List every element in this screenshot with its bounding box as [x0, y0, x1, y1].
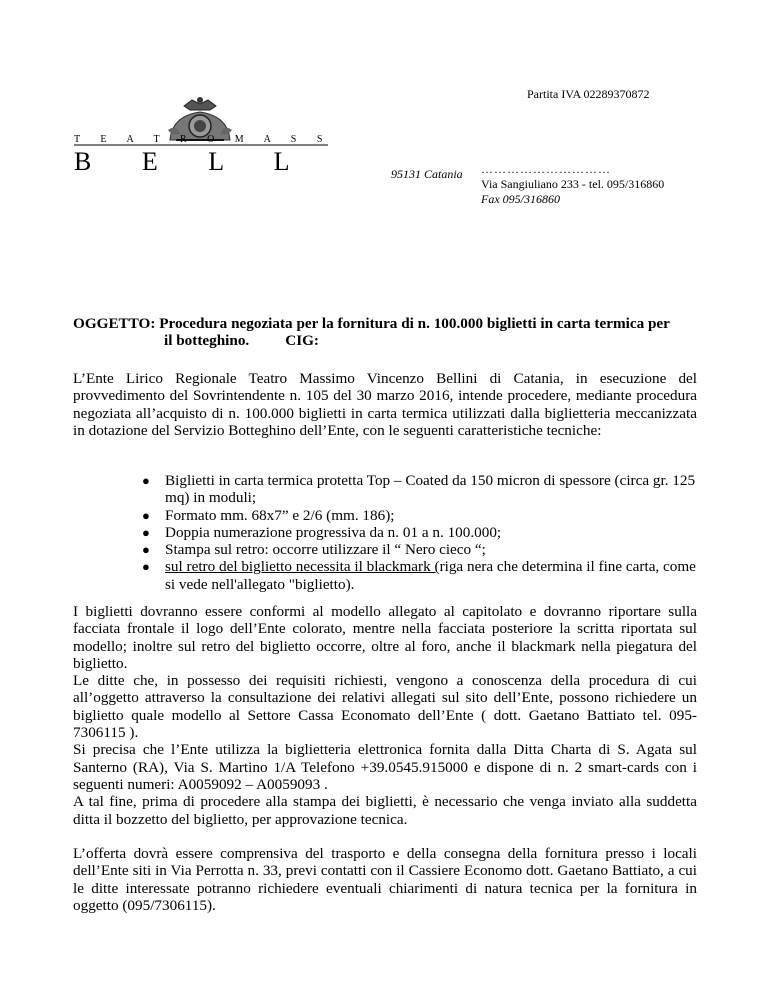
- address-block: [481, 162, 664, 207]
- spec-text: riga nera che determina il fine carta, come si vede nell'allegato "biglietto).: [165, 558, 696, 593]
- subject-line-1: OGGETTO: Procedura negoziata per la fornitura di n. 100.000 biglietti in carta termica per: [73, 315, 670, 332]
- technical-specs-list: [140, 472, 700, 593]
- offer-paragraph: L’offerta dovrà essere comprensiva del trasporto e della consegna della fornitura presso i locali dell’Ente siti in Via Perrotta n. 33, previ contatti con il Cassiere Economo dott. Gaetano Battiato, a cui le ditte interessate potranno richiedere eventuali chiarimenti di natura tecnica per la fornitura in oggetto (095/7306115).: [73, 845, 697, 914]
- body-paragraph: I biglietti dovranno essere conformi al modello allegato al capitolato e dovranno riportare sulla facciata frontale il logo dell’Ente colorato, mentre nella facciata posteriore la scritta riportata sul modello; inoltre sul retro del biglietto occorre, oltre al foro, anche il blackmark nella piegatura del biglietto.: [73, 603, 697, 672]
- list-item: [140, 507, 700, 524]
- body-paragraph: A tal fine, prima di procedere alla stampa dei biglietti, è necessario che venga inviato alla suddetta ditta il bozzetto del biglietto, per approvazione tecnica.: [73, 793, 697, 828]
- list-item: [140, 472, 700, 507]
- logo-main-text: B E L L: [74, 147, 311, 176]
- spec-text-underlined: sul retro del biglietto necessita il blackmark (: [165, 558, 440, 576]
- list-item: [140, 541, 700, 558]
- bullet-icon: ●: [142, 559, 150, 575]
- city: 95131 Catania: [391, 167, 463, 181]
- fax-line: Fax 095/316860: [481, 192, 560, 206]
- cig-label: CIG:: [285, 332, 319, 349]
- subject-line-2-text: il botteghino.: [164, 332, 250, 349]
- subject-line-2: [73, 332, 697, 349]
- logo-emblem: [72, 96, 338, 176]
- body-paragraph: Si precisa che l’Ente utilizza la biglietteria elettronica fornita dalla Ditta Charta di S. Agata sul Santerno (RA), Via S. Martino 1/A Telefono +39.0545.915000 e dispone di n. 2 smart-cards con i seguenti numeri: A0059092 – A0059093 .: [73, 741, 697, 793]
- spec-text: Doppia numerazione progressiva da n. 01 a n. 100.000;: [165, 523, 502, 541]
- teatro-bellini-logo: [72, 96, 338, 176]
- bullet-icon: ●: [142, 524, 150, 540]
- body-paragraphs: [73, 603, 697, 828]
- spec-text: Biglietti in carta termica protetta Top – Coated da 150 micron di spessore (circa gr. 125 mq) in moduli;: [165, 472, 696, 507]
- address-dots: …………………………: [481, 162, 611, 176]
- list-item: [140, 524, 700, 541]
- body-paragraph: Le ditte che, in possesso dei requisiti richiesti, vengono a conoscenza della procedura di cui all’oggetto attraverso la consultazione dei relativi allegati sul sito dell’Ente, possono richiedere un biglietto quale modello al Settore Cassa Economato dell’Ente ( dott. Gaetano Battiato tel. 095-7306115 ).: [73, 672, 697, 742]
- bullet-icon: ●: [142, 507, 150, 523]
- spec-text: Stampa sul retro: occorre utilizzare il “ Nero cieco “;: [165, 541, 486, 559]
- bullet-icon: ●: [142, 542, 150, 558]
- spec-text: Formato mm. 68x7” e 2/6 (mm. 186);: [165, 506, 395, 524]
- partita-iva: Partita IVA 02289370872: [527, 87, 650, 101]
- logo-top-text: T E A T R O M A S S: [74, 134, 332, 145]
- address-line: Via Sangiuliano 233 - tel. 095/316860: [481, 177, 665, 191]
- list-item: [140, 558, 700, 593]
- bullet-icon: ●: [142, 473, 150, 488]
- intro-paragraph: L’Ente Lirico Regionale Teatro Massimo Vincenzo Bellini di Catania, in esecuzione del provvedimento del Sovrintendente n. 105 del 30 marzo 2016, intende procedere, mediante procedura negoziata all’acquisto di n. 100.000 biglietti in carta termica utilizzati dalla biglietteria meccanizzata in dotazione del Servizio Botteghino dell’Ente, con le seguenti caratteristiche tecniche:: [73, 370, 697, 439]
- subject-heading: [73, 315, 697, 349]
